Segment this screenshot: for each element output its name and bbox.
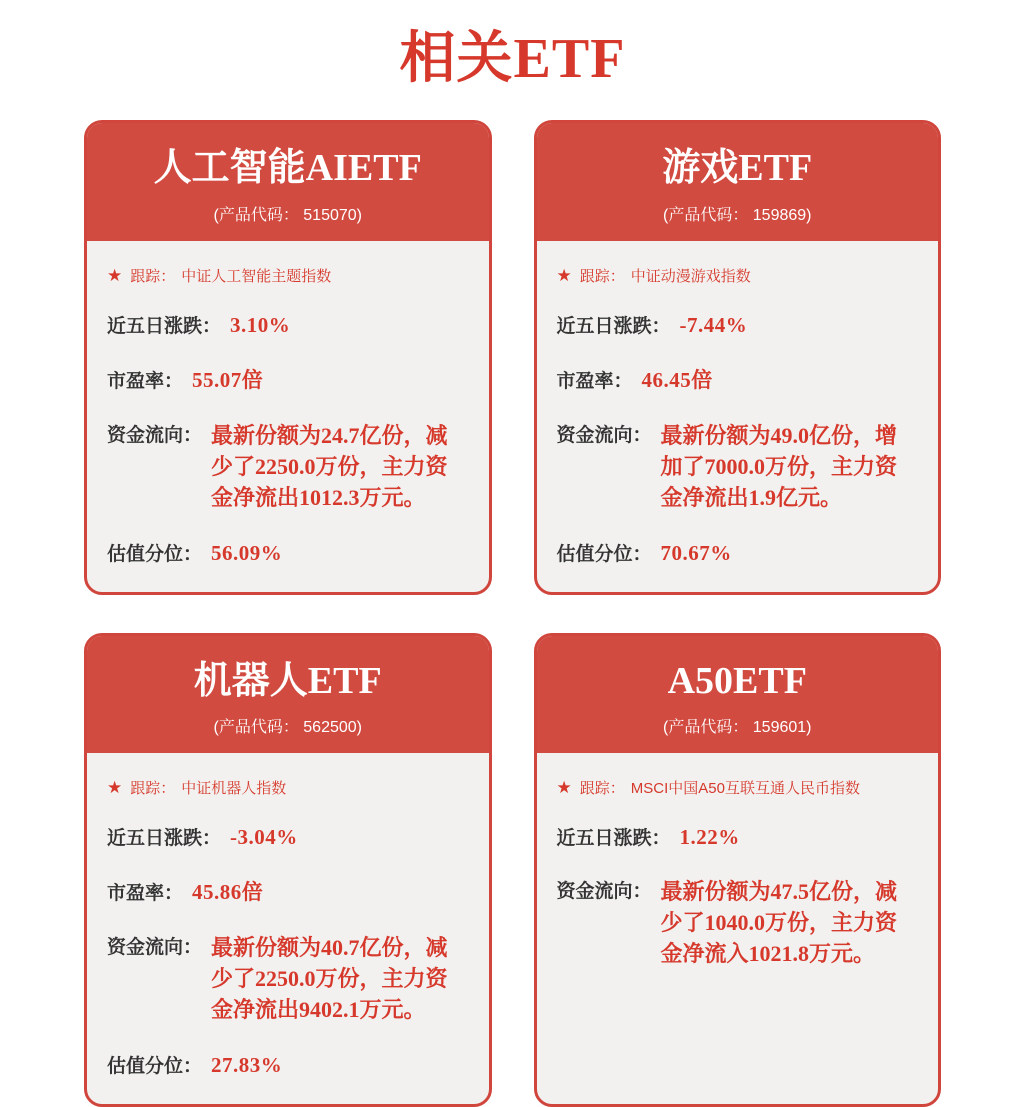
valuation-percentile-value: 27.83% [211,1053,283,1078]
etf-card [534,633,942,1107]
pe-ratio-label: 市盈率： [107,370,184,392]
star-icon: ★ [107,265,123,285]
valuation-percentile-row [107,1051,467,1078]
track-index-name: MSCI中国A50互联互通人民币指数 [630,780,860,798]
etf-card-grid [84,120,941,1107]
page-title: 相关ETF [399,28,626,90]
etf-name: 机器人ETF [193,659,382,702]
track-label: 跟踪： [130,780,176,798]
etf-name: 游戏ETF [662,147,813,189]
change-5d-value: 3.10% [230,312,291,337]
pe-ratio-row [107,876,467,906]
fund-flow-value: 最新份额为40.7亿份，减少了2250.0万份，主力资金净流出9402.1万元。 [211,935,448,1023]
valuation-percentile-row [557,539,917,566]
pe-ratio-row [107,364,467,394]
fund-flow-label: 资金流向： [556,881,652,903]
card-body [537,241,939,592]
card-body [87,241,489,592]
fund-flow-row [557,420,917,513]
track-label: 跟踪： [130,267,176,285]
change-5d-label: 近五日涨跌： [556,828,671,850]
card-header [537,123,939,241]
track-row [107,265,467,286]
valuation-percentile-label: 估值分位： [556,543,652,565]
change-5d-value: 1.22% [679,825,740,850]
etf-product-code: (产品代码： 562500) [213,719,362,737]
valuation-percentile-label: 估值分位： [107,543,203,565]
change-5d-label: 近五日涨跌： [107,828,222,850]
card-header [87,636,489,754]
track-row [557,777,917,798]
fund-flow-value: 最新份额为24.7亿份，减少了2250.0万份，主力资金净流出1012.3万元。 [211,422,448,510]
fund-flow-value: 最新份额为49.0亿份，增加了7000.0万份，主力资金净流出1.9亿元。 [660,422,898,510]
fund-flow-row [557,876,917,969]
pe-ratio-value: 45.86倍 [192,880,264,905]
change-5d-row [557,823,917,850]
change-5d-row [557,311,917,338]
track-row [107,777,467,798]
pe-ratio-value: 46.45倍 [641,367,713,392]
etf-product-code: (产品代码： 159869) [663,206,812,224]
fund-flow-row [107,932,467,1025]
star-icon: ★ [556,778,572,798]
pe-ratio-label: 市盈率： [107,883,184,905]
fund-flow-row [107,420,467,513]
change-5d-label: 近五日涨跌： [107,315,222,337]
pe-ratio-row [557,364,917,394]
pe-ratio-value: 55.07倍 [192,367,264,392]
track-index-name: 中证机器人指数 [181,780,287,798]
track-label: 跟踪： [579,267,625,285]
fund-flow-label: 资金流向： [107,937,203,959]
valuation-percentile-row [107,539,467,566]
fund-flow-value: 最新份额为47.5亿份，减少了1040.0万份，主力资金净流入1021.8万元。 [660,879,898,967]
valuation-percentile-label: 估值分位： [107,1056,203,1078]
pe-ratio-label: 市盈率： [556,370,633,392]
star-icon: ★ [107,778,123,798]
change-5d-value: -3.04% [230,825,298,850]
etf-product-code: (产品代码： 515070) [213,206,362,224]
star-icon: ★ [556,265,572,285]
etf-card [84,633,492,1107]
valuation-percentile-value: 56.09% [211,540,283,565]
etf-name: A50ETF [667,659,807,702]
change-5d-row [107,823,467,850]
track-label: 跟踪： [579,780,625,798]
fund-flow-label: 资金流向： [107,424,203,446]
etf-card [534,120,942,595]
card-header [537,636,939,754]
card-header [87,123,489,241]
track-index-name: 中证动漫游戏指数 [630,267,751,285]
fund-flow-label: 资金流向： [556,424,652,446]
change-5d-value: -7.44% [679,312,748,337]
valuation-percentile-value: 70.67% [660,540,732,565]
etf-product-code: (产品代码： 159601) [663,719,812,737]
change-5d-label: 近五日涨跌： [556,315,671,337]
etf-name: 人工智能AIETF [153,147,422,189]
etf-card [84,120,492,595]
change-5d-row [107,311,467,338]
card-body [87,753,489,1104]
track-row [557,265,917,286]
track-index-name: 中证人工智能主题指数 [181,267,332,285]
card-body [537,753,939,1104]
